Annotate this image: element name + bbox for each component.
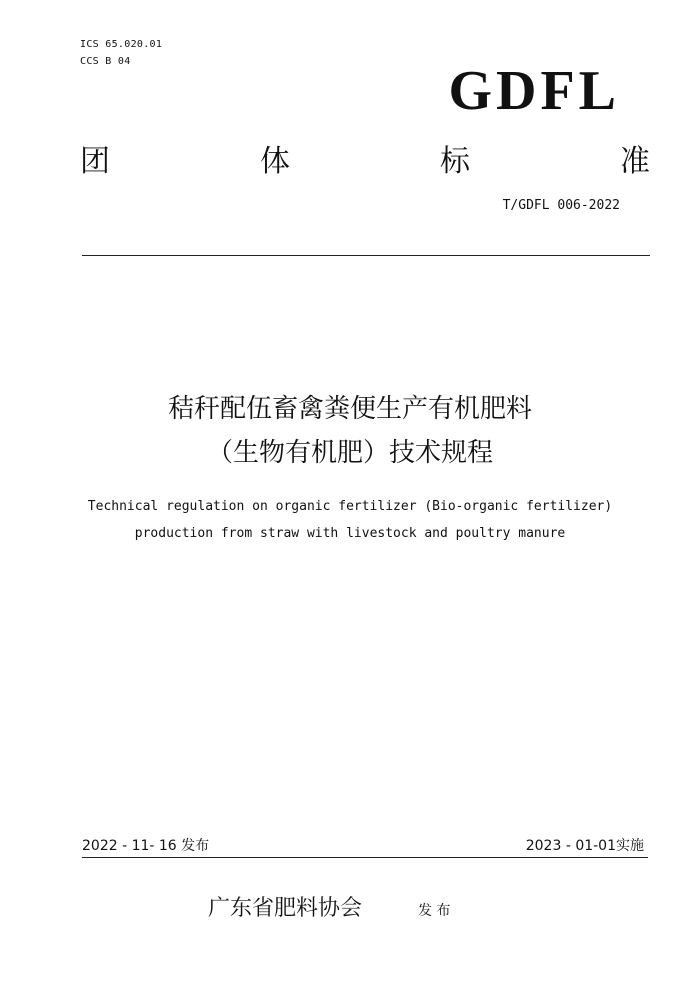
standard-type-char: 准 bbox=[620, 144, 650, 179]
ics-code: ICS 65.020.01 bbox=[80, 39, 163, 50]
title-zh-line1: 秸秆配伍畜禽粪便生产有机肥料 bbox=[167, 394, 532, 424]
issuer-name: 广东省肥料协会 bbox=[208, 896, 363, 921]
standard-type-char: 标 bbox=[440, 144, 470, 179]
ccs-code: CCS B 04 bbox=[80, 56, 131, 67]
title-en-line1: Technical regulation on organic fertilizer (Bio-organic fertilizer) bbox=[87, 499, 613, 514]
implement-date: 2023 - 01-01实施 bbox=[525, 838, 644, 854]
title-zh-line2: （生物有机肥）技术规程 bbox=[206, 438, 493, 468]
footer-divider bbox=[82, 857, 648, 858]
title-en-line2: production from straw with livestock and poultry manure bbox=[134, 526, 566, 541]
gdfl-logo: GDFL bbox=[448, 60, 620, 122]
standard-number: T/GDFL 006-2022 bbox=[502, 198, 620, 213]
header-divider bbox=[82, 255, 650, 256]
issue-label: 发 布 bbox=[418, 903, 451, 919]
standard-type-heading bbox=[80, 140, 650, 184]
standard-type-char: 团 bbox=[80, 144, 110, 179]
standard-type-char: 体 bbox=[260, 144, 290, 179]
publish-date: 2022 - 11- 16 发布 bbox=[82, 838, 210, 854]
